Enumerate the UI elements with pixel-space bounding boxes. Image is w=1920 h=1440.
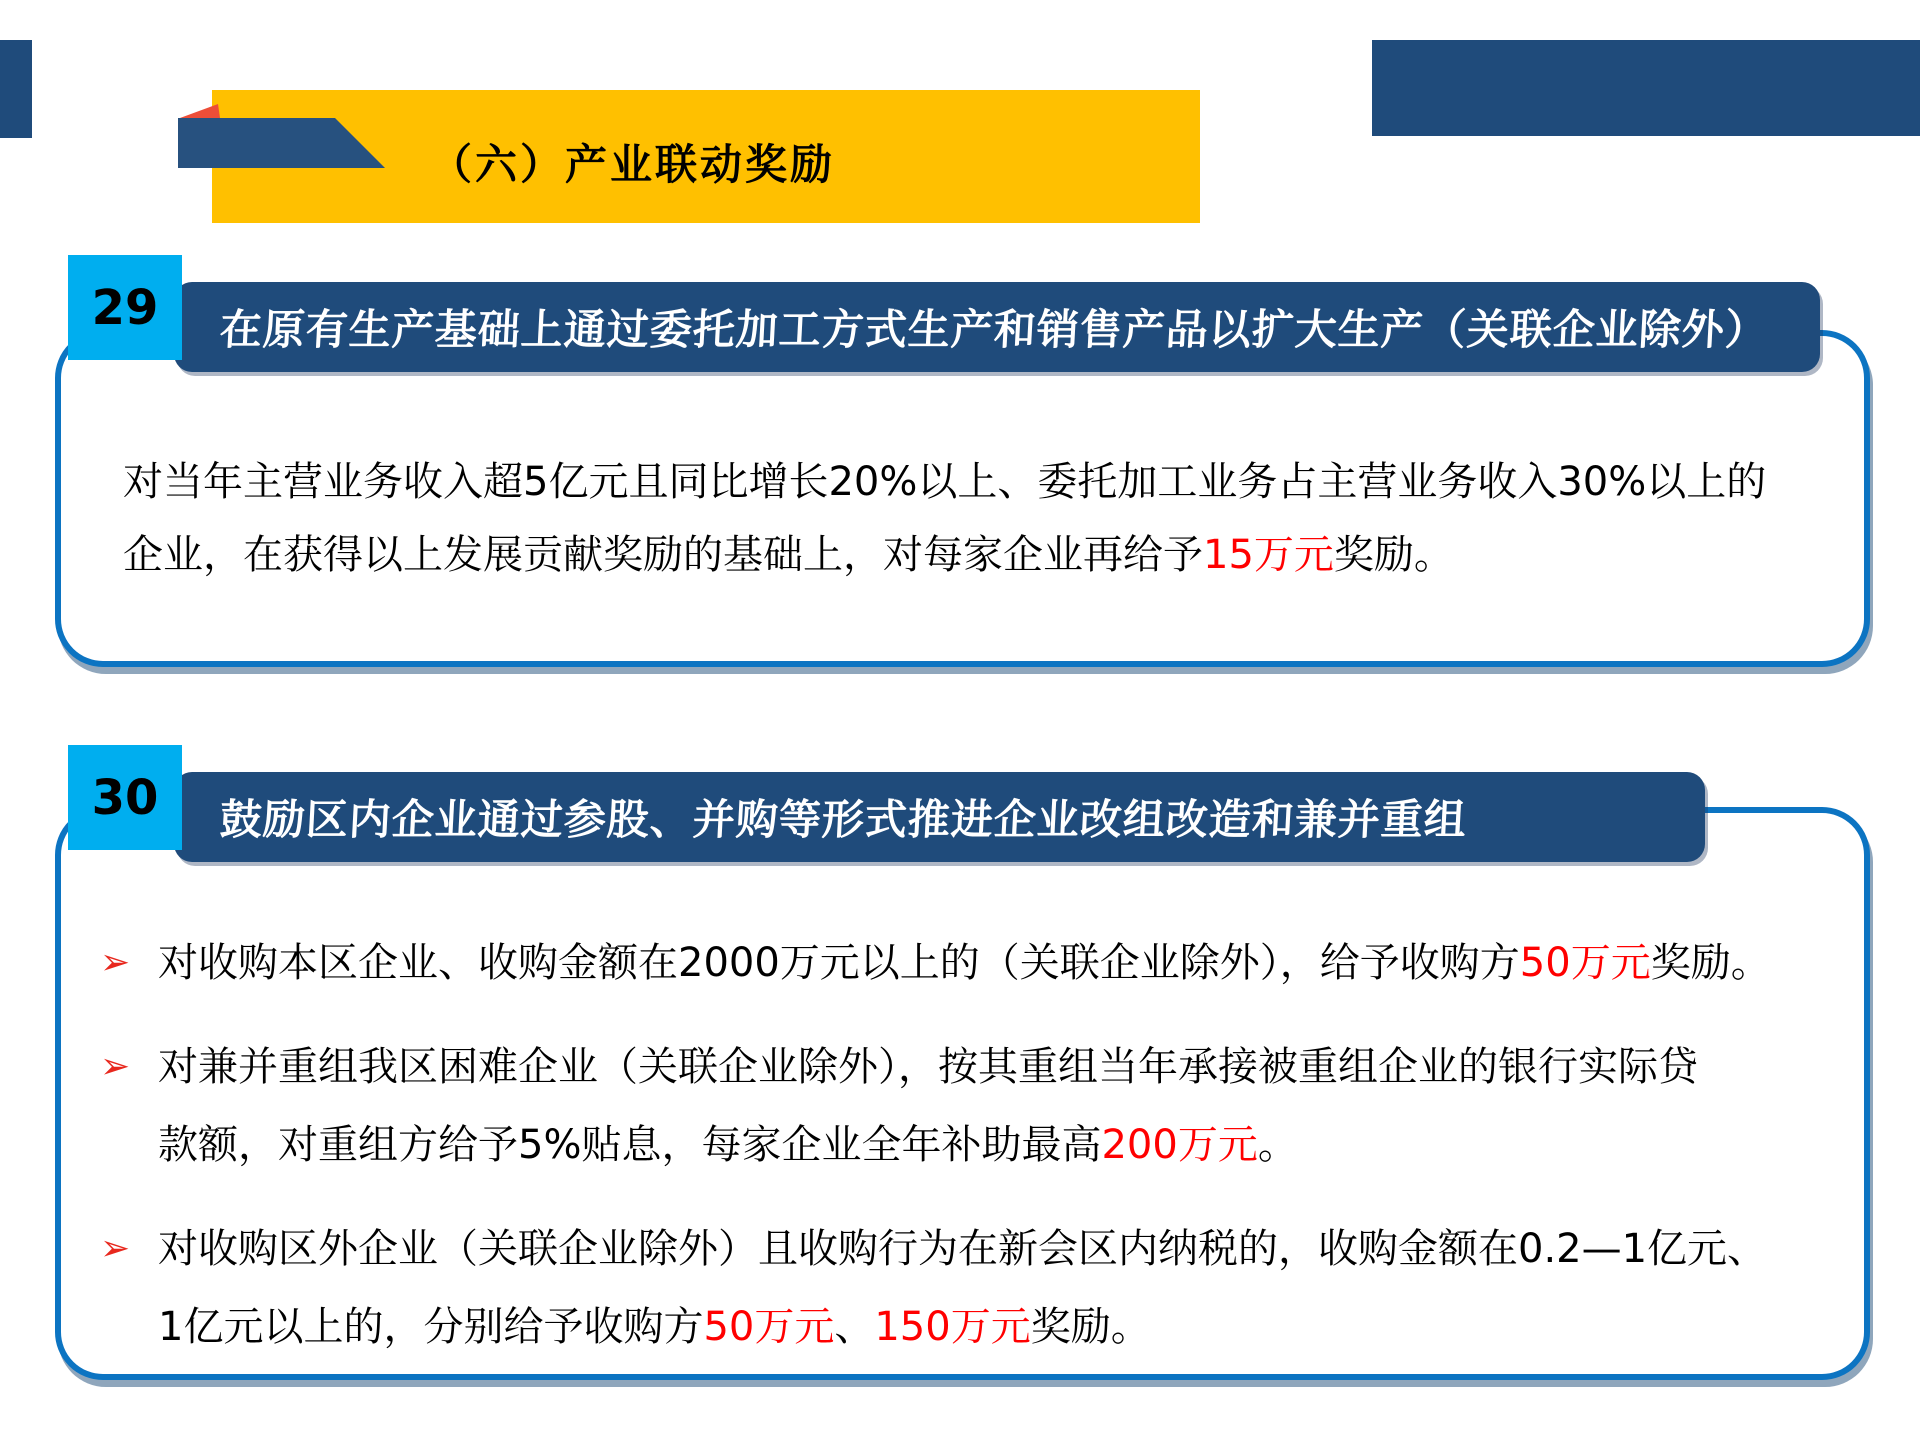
tag-red-triangle (180, 104, 220, 118)
body-text: 对收购区外企业（关联企业除外）且收购行为在新会区内纳税的，收购金额在0.2—1亿元、 (158, 1226, 1768, 1272)
bullet-arrow-icon: ➢ (100, 1228, 131, 1269)
text-line (158, 924, 1771, 1002)
body-text: 1亿元以上的，分别给予收购方 (158, 1304, 704, 1350)
body-text: 对当年主营业务收入超5亿元且同比增长20%以上、委托加工业务占主营业务收入30%以上的 (123, 459, 1767, 505)
text-line (123, 519, 1850, 592)
body-text: 奖励。 (1650, 940, 1771, 986)
highlighted-amount: 50万元 (703, 1304, 835, 1350)
bullet-arrow-icon: ➢ (100, 1046, 131, 1087)
body-text: 对兼并重组我区困难企业（关联企业除外），按其重组当年承接被重组企业的银行实际贷 (158, 1044, 1698, 1090)
body-text: 对收购本区企业、收购金额在2000万元以上的（关联企业除外），给予收购方 (158, 940, 1520, 986)
bullet-arrow-icon: ➢ (100, 942, 131, 983)
list-item (100, 1028, 1850, 1184)
page-title: （六）产业联动奖励 (430, 140, 836, 189)
highlighted-amount: 50万元 (1519, 940, 1651, 986)
tag-blue-trapezoid (178, 118, 385, 168)
policy-29-number: 29 (91, 279, 159, 336)
text-line (123, 446, 1850, 519)
highlighted-amount: 200万元 (1101, 1122, 1258, 1168)
list-item (100, 924, 1850, 1002)
body-text: 款额，对重组方给予5%贴息，每家企业全年补助最高 (158, 1122, 1102, 1168)
title-tag-shape (178, 100, 388, 170)
text-line (158, 1288, 1767, 1366)
policy-30-bullet-2-text (158, 1028, 1698, 1184)
policy-29-number-badge (68, 255, 182, 360)
body-text: 企业，在获得以上发展贡献奖励的基础上，对每家企业再给予 (123, 532, 1203, 578)
highlighted-amount: 15万元 (1203, 532, 1334, 578)
policy-30-number-badge (68, 745, 182, 850)
highlighted-amount: 150万元 (874, 1304, 1031, 1350)
policy-29-body (123, 446, 1850, 592)
top-right-accent-bar (1372, 40, 1920, 136)
policy-29-header-bar (174, 282, 1820, 372)
text-line (158, 1210, 1767, 1288)
policy-30-header-text: 鼓励区内企业通过参股、并购等形式推进企业改组改造和兼并重组 (218, 795, 1469, 844)
text-line (158, 1028, 1698, 1106)
policy-card-29 (55, 330, 1870, 667)
body-text: 奖励。 (1030, 1304, 1151, 1350)
policy-card-30 (55, 807, 1870, 1380)
body-text: 、 (834, 1304, 875, 1350)
list-item (100, 1210, 1850, 1366)
policy-30-number: 30 (91, 769, 159, 826)
policy-30-bullet-1-text (158, 924, 1771, 1002)
top-left-accent-bar (0, 40, 32, 138)
body-text: 奖励。 (1333, 532, 1454, 578)
text-line (158, 1106, 1698, 1184)
policy-29-header-text: 在原有生产基础上通过委托加工方式生产和销售产品以扩大生产（关联企业除外） (218, 305, 1770, 354)
policy-30-bullet-list (100, 924, 1850, 1366)
policy-30-header-bar (174, 772, 1705, 862)
body-text: 。 (1257, 1122, 1298, 1168)
policy-30-bullet-3-text (158, 1210, 1767, 1366)
